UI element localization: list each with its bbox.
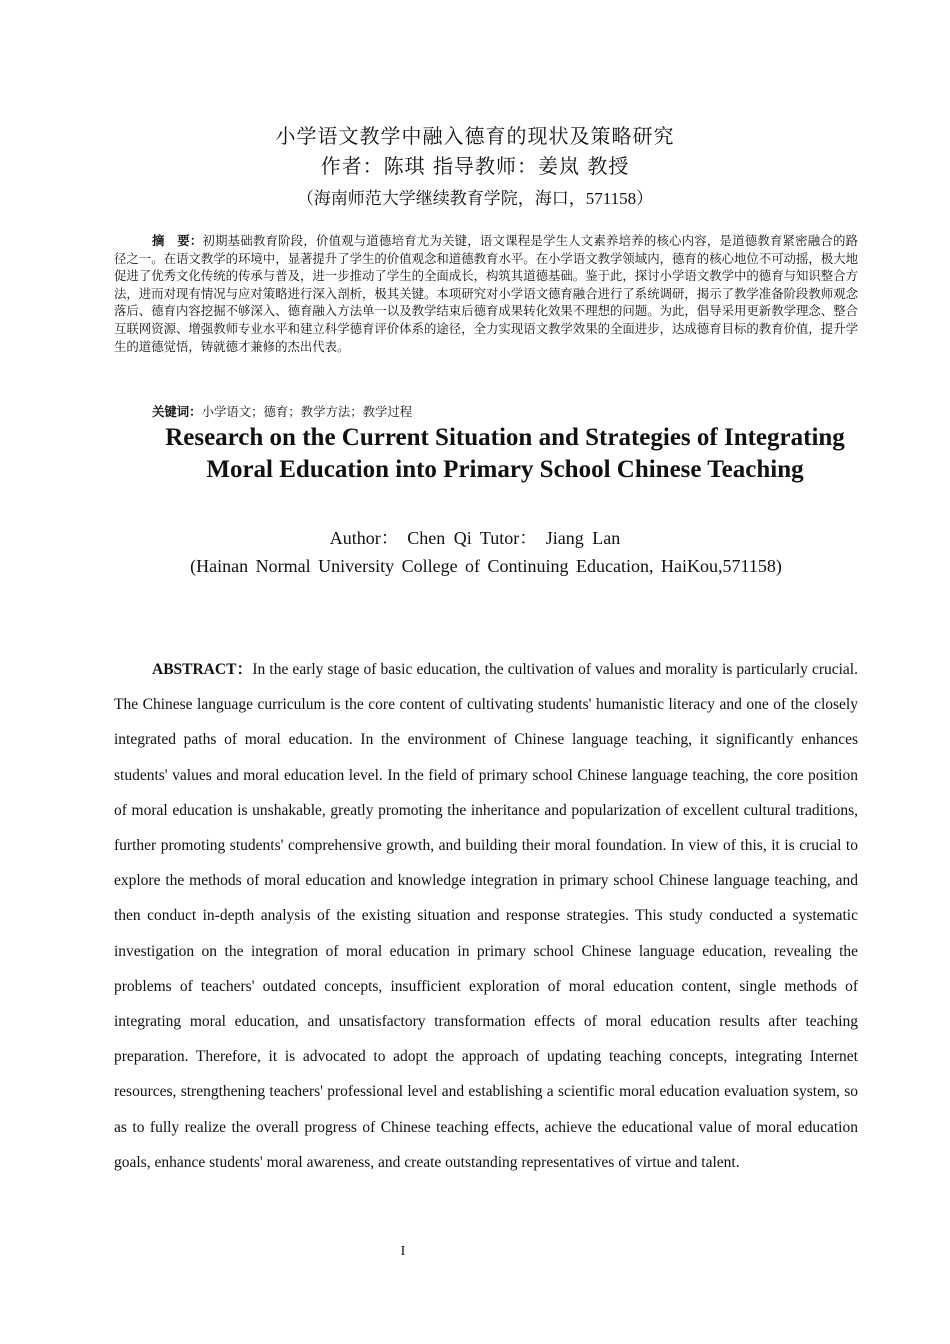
english-title-line-2: Moral Education into Primary School Chinese Teaching <box>206 456 804 483</box>
english-affiliation: (Hainan Normal University College of Continuing Education, HaiKou,571158) <box>190 556 782 576</box>
chinese-abstract-label: 摘 要： <box>152 233 203 248</box>
chinese-abstract <box>114 232 858 355</box>
chinese-keywords <box>152 402 852 420</box>
chinese-author-line: 作者：陈琪 指导教师：姜岚 教授 <box>320 154 630 178</box>
english-abstract-label: ABSTRACT： <box>152 661 253 678</box>
page-number: I <box>400 1244 406 1259</box>
chinese-keywords-label: 关键词： <box>152 404 202 419</box>
english-title-line-1: Research on the Current Situation and Strategies of Integrating <box>165 424 845 451</box>
chinese-abstract-text: 初期基础教育阶段，价值观与道德培育尤为关键，语文课程是学生人文素养培养的核心内容，是道德教育紧密融合的路径之一。在语文教学的环境中，显著提升了学生的价值观念和道德教育水平。在小学语文教学领域内，德育的核心地位不可动摇，极大地促进了优秀文化传统的传承与普及，进一步推动了学生的全面成长，构筑其道德基础。鉴于此，探讨小学语文教学中的德育与知识整合方法，进而对现有情况与应对策略进行深入剖析，极其关键。本项研究对小学语文德育融合进行了系统调研，揭示了教学准备阶段教师观念落后、德育内容挖掘不够深入、德育融入方法单一以及教学结束后德育成果转化效果不理想的问题。为此，倡导采用更新教学理念、整合互联网资源、增强教师专业水平和建立科学德育评价体系的途径，全力实现语文教学效果的全面进步，达成德育目标的教育价值，提升学生的道德觉悟，铸就德才兼修的杰出代表。 <box>114 233 859 354</box>
english-title <box>150 422 860 486</box>
chinese-affiliation: （海南师范大学继续教育学院，海口，571158） <box>296 189 654 208</box>
chinese-keywords-text: 小学语文；德育；教学方法；教学过程 <box>201 404 413 419</box>
chinese-title: 小学语文教学中融入德育的现状及策略研究 <box>275 124 675 148</box>
english-abstract-text: In the early stage of basic education, the cultivation of values and morality is particularly crucial. The Chinese language curriculum is the core content of cultivating students' humanistic literacy and one of the closely integrated paths of moral education. In the environment of Chinese language teaching, it significantly enhances students' values and moral education level. In the field of primary school Chinese language teaching, the core position of moral education is unshakable, greatly promoting the inheritance and popularization of excellent cultural traditions, further promoting students' comprehensive growth, and building their moral foundation. In view of this, it is crucial to explore the methods of moral education and knowledge integration in primary school Chinese language teaching, and then conduct in-depth analysis of the existing situation and response strategies. This study conducted a systematic investigation on the integration of moral education in primary school Chinese language education, revealing the problems of teachers' outdated concepts, insufficient exploration of moral education content, single methods of integrating moral education, and unsatisfactory transformation effects of moral education results after teaching preparation. Therefore, it is advocated to adopt the approach of updating teaching concepts, integrating Internet resources, strengthening teachers' professional level and establishing a scientific moral education evaluation system, so as to fully realize the overall progress of Chinese teaching effects, achieve the educational value of moral education goals, enhance students' moral awareness, and create outstanding representatives of virtue and talent. <box>114 661 858 1171</box>
english-abstract <box>114 652 858 1180</box>
english-author-line: Author： Chen Qi Tutor： Jiang Lan <box>329 528 621 548</box>
